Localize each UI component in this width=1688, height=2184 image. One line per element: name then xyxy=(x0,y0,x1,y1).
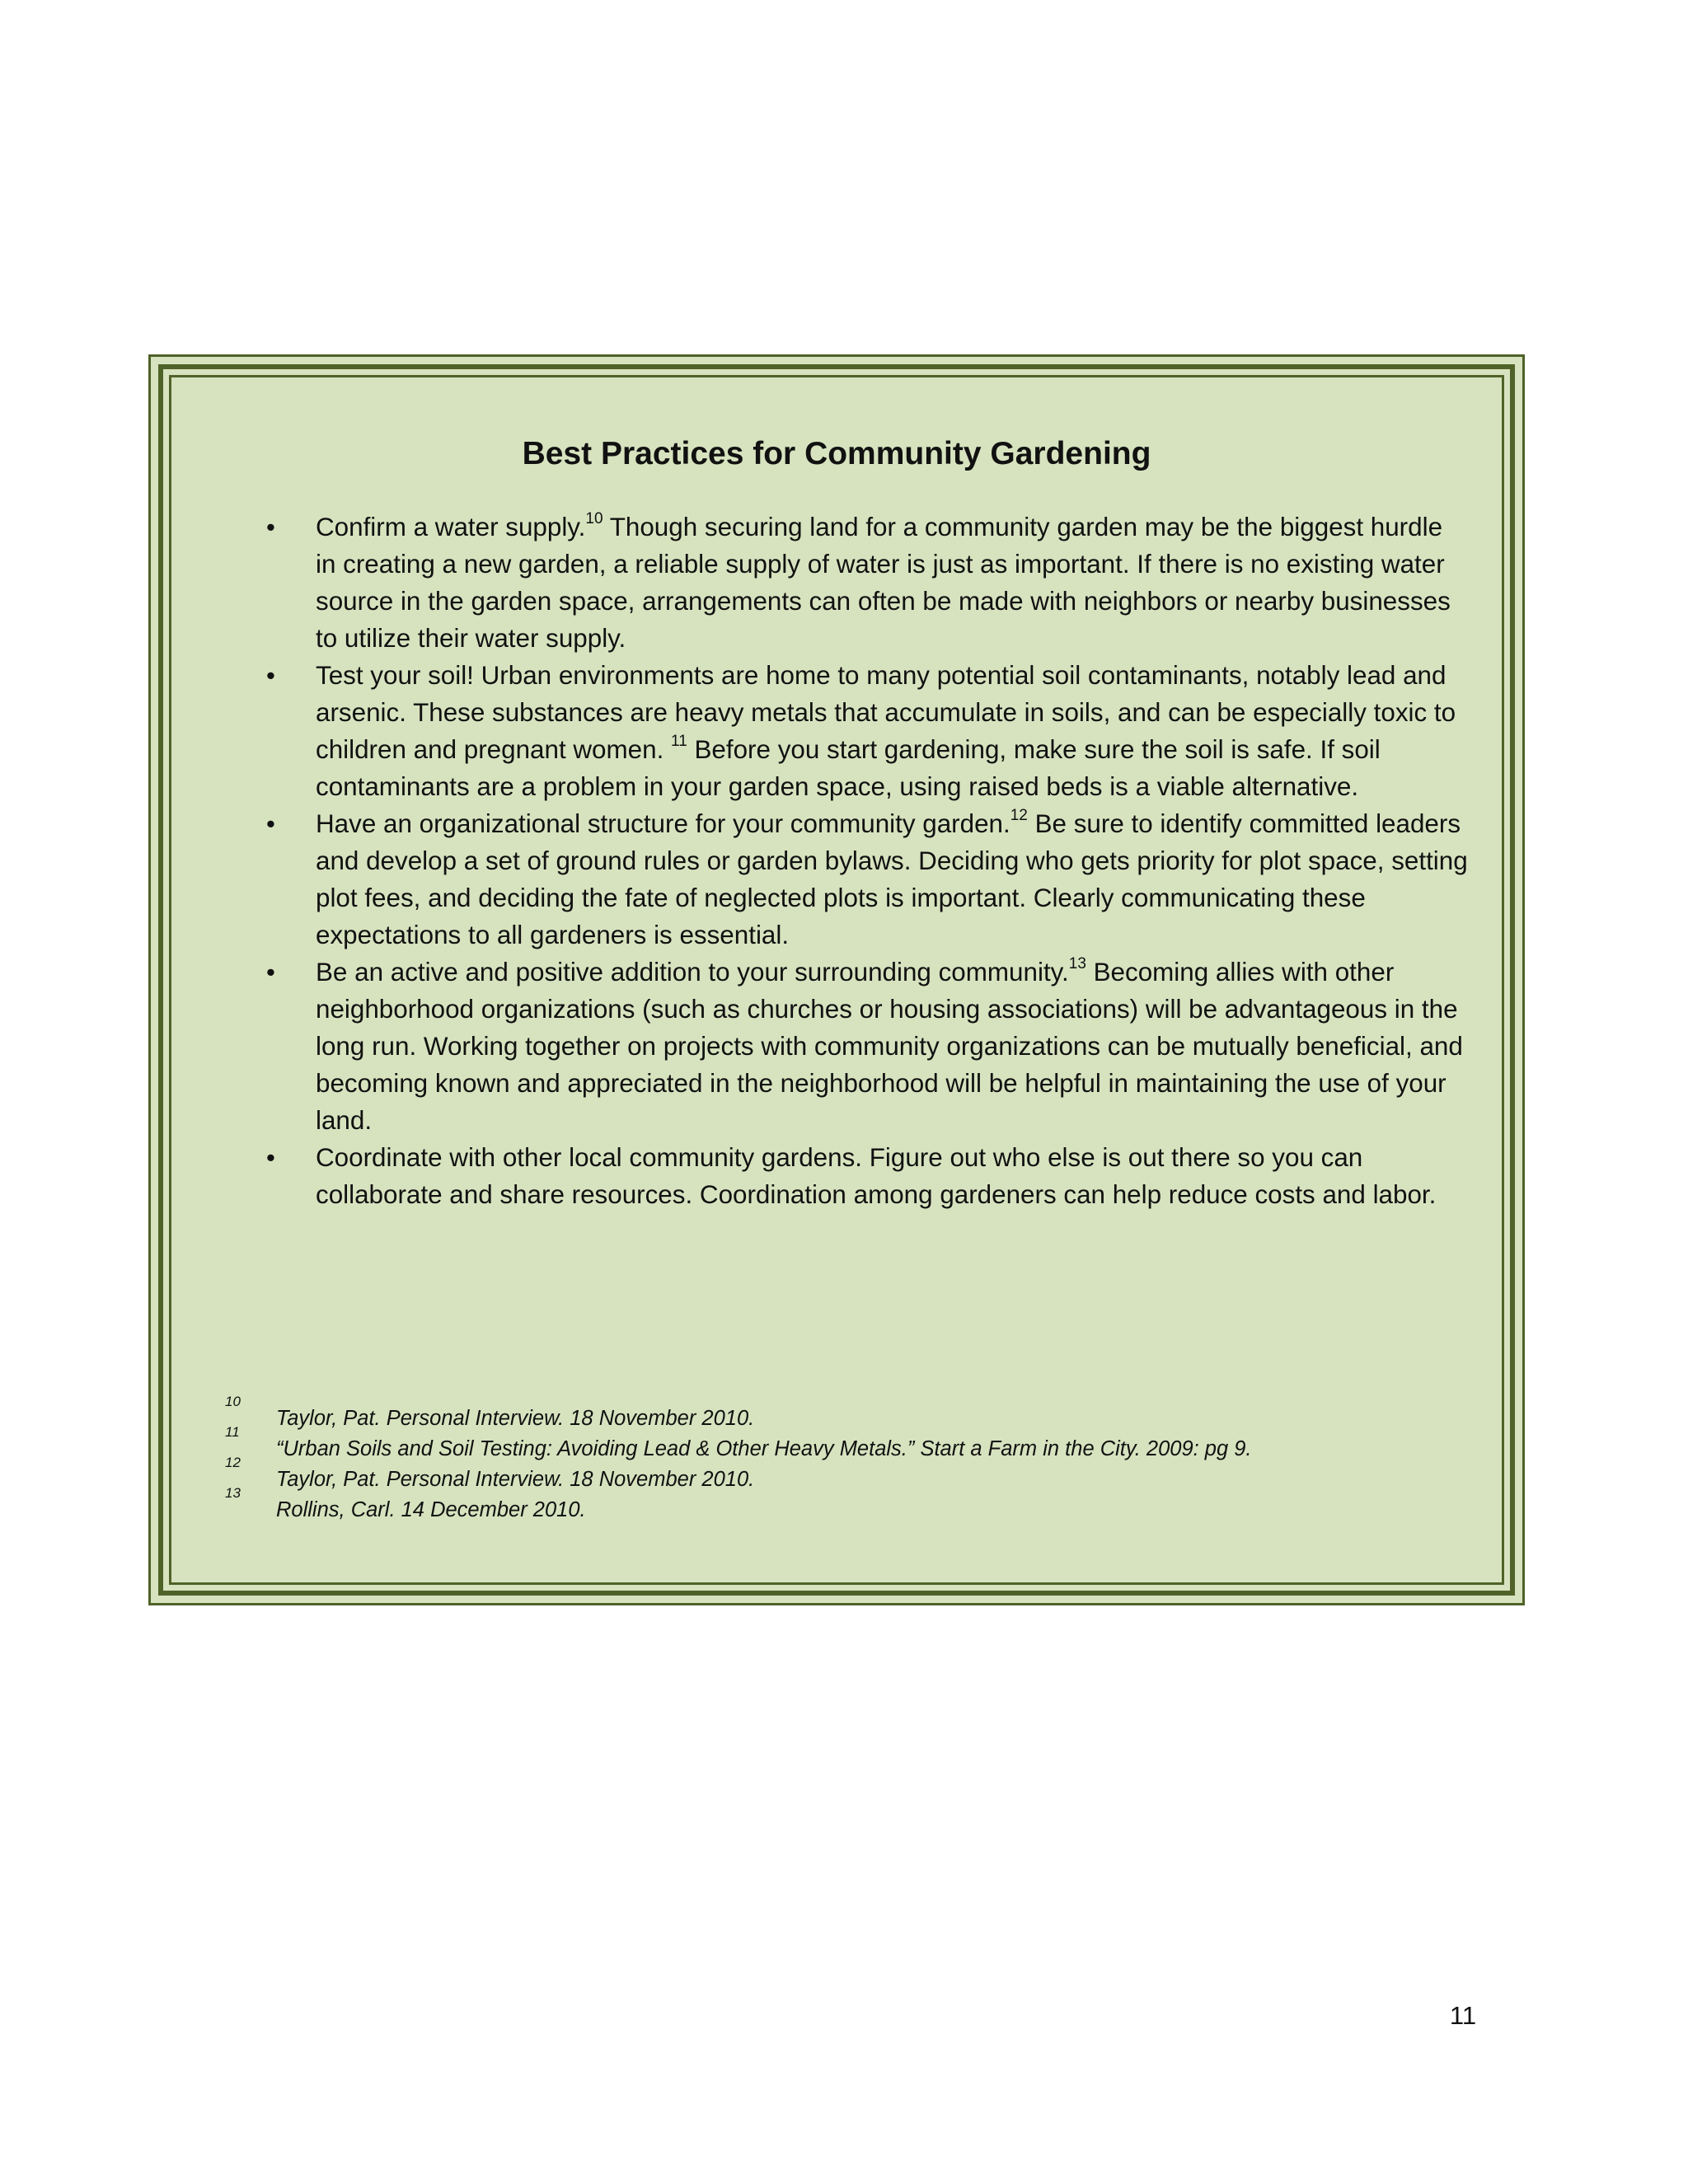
bullet-icon: • xyxy=(266,661,275,690)
list-item xyxy=(266,1139,1470,1213)
item-lead: Coordinate with other local community gardens. Figure out who else is out there so you can collaborate and share resources. Coordination among gardeners can help reduce costs and labor. xyxy=(316,1143,1437,1209)
best-practices-list xyxy=(266,509,1470,1213)
list-item xyxy=(266,954,1470,1139)
bullet-icon: • xyxy=(266,1143,275,1172)
bullet-icon: • xyxy=(266,958,275,987)
list-item xyxy=(266,805,1470,954)
item-lead: Be an active and positive addition to your surrounding community. xyxy=(316,958,1069,987)
item-text: Becoming allies with other neighborhood organizations (such as churches or housing associations) will be advantageous in the long run. Working together on projects with community organizations can be mutually beneficial, and becoming known and appreciated in the neighborhood will be helpful in maintaining the use of your land. xyxy=(316,958,1463,1135)
footnote-ref: 10 xyxy=(585,509,603,527)
footnote-ref: 13 xyxy=(1068,954,1086,972)
item-text: Before you start gardening, make sure the soil is safe. If soil contaminants are a problem in your garden space, using raised beds is a viable alternative. xyxy=(316,735,1381,801)
best-practices-box xyxy=(148,354,1525,1605)
footnotes xyxy=(225,1394,1461,1526)
footnote-number: 11 xyxy=(225,1424,240,1440)
footnote-text: Taylor, Pat. Personal Interview. 18 November 2010. xyxy=(276,1407,755,1430)
footnote xyxy=(225,1424,1461,1465)
list-item xyxy=(266,657,1470,805)
footnote-text: “Urban Soils and Soil Testing: Avoiding Lead & Other Heavy Metals.” Start a Farm in the City. 2009: pg 9. xyxy=(276,1437,1252,1460)
footnote-text: Rollins, Carl. 14 December 2010. xyxy=(276,1498,586,1521)
footnote-text: Taylor, Pat. Personal Interview. 18 November 2010. xyxy=(276,1468,755,1491)
footnote xyxy=(225,1485,1461,1526)
footnote-number: 10 xyxy=(225,1394,241,1409)
box-title: Best Practices for Community Gardening xyxy=(522,436,1151,471)
item-lead: Confirm a water supply. xyxy=(316,513,586,541)
bullet-icon: • xyxy=(266,513,275,541)
item-text: Though securing land for a community garden may be the biggest hurdle in creating a new garden, a reliable supply of water is just as important. If there is no existing water source in the garden space, arrangements can often be made with neighbors or nearby businesses to utilize their water supply. xyxy=(316,513,1451,653)
bullet-icon: • xyxy=(266,809,275,838)
item-text: Be sure to identify committed leaders and develop a set of ground rules or garden bylaws. Deciding who gets priority for plot space, setting plot fees, and deciding the fate of neglected plots is important. Clearly communicating these expectations to all gardeners is essential. xyxy=(316,809,1468,949)
footnote-number: 12 xyxy=(225,1455,241,1470)
page-number: 11 xyxy=(1449,2001,1477,2030)
footnote xyxy=(225,1455,1461,1495)
footnote-ref: 11 xyxy=(671,732,687,750)
footnote xyxy=(225,1394,1461,1434)
item-lead: Test your soil! Urban environments are home to many potential soil contaminants, notably lead and arsenic. These substances are heavy metals that accumulate in soils, and can be especially toxic to children and pregnant women. xyxy=(316,661,1456,764)
footnote-ref: 12 xyxy=(1010,806,1028,824)
footnote-number: 13 xyxy=(225,1485,241,1501)
item-lead: Have an organizational structure for your community garden. xyxy=(316,809,1010,838)
list-item xyxy=(266,509,1470,657)
